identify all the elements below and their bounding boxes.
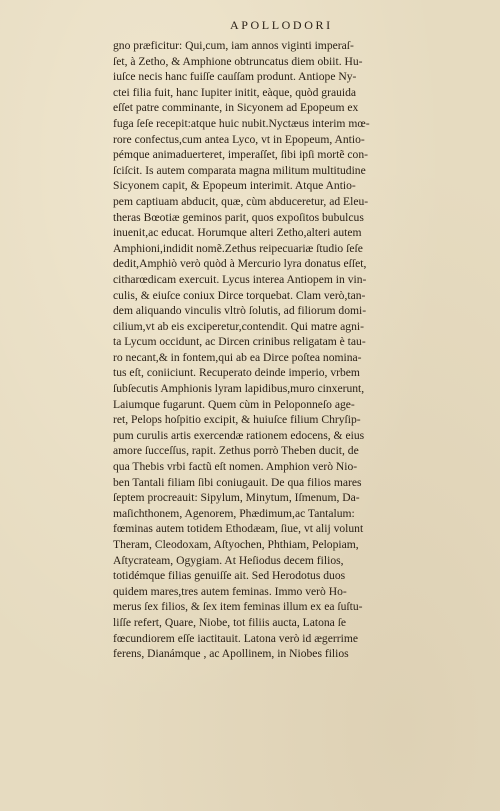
text-line: ferens, Dianámque , ac Apollinem, in Niobes filios — [113, 647, 349, 661]
text-line: theras Bœotiæ geminos parit, quos expoſitos bubulcus — [113, 210, 364, 224]
text-line: ben Tantali filiam ſibi coniugauit. De qua filios mares — [113, 475, 362, 489]
text-line: tus eſt, coniiciunt. Recuperato deinde imperio, vrbem — [113, 366, 360, 380]
body-text — [113, 38, 463, 662]
text-line: pem captiuam abducit, quæ, cùm abduceretur, ad Eleu- — [113, 194, 369, 208]
text-line: liſſe refert, Quare, Niobe, tot filiis aucta, Latona ſe — [113, 615, 347, 629]
text-line: dedit,Amphiò verò quòd à Mercurio lyra donatus eſſet, — [113, 257, 367, 271]
text-line: iuſce necis hanc fuiſſe cauſſam produnt. Antiope Ny- — [113, 70, 357, 84]
text-line: maſichthonem, Agenorem, Phædimum,ac Tantalum: — [113, 506, 355, 520]
text-line: ta Lycum occidunt, ac Dircen crinibus religatam è tau- — [113, 335, 366, 349]
text-line: Aſtycrateam, Ogygiam. At Heſiodus decem filios, — [113, 553, 344, 567]
text-line: Sicyonem capit, & Epopeum interimit. Atque Antio- — [113, 179, 356, 193]
text-line: eſſet patre comminante, in Sicyonem ad Epopeum ex — [113, 101, 359, 115]
text-line: Laiumque fugarunt. Quem cùm in Peloponneſo age- — [113, 397, 355, 411]
text-line: ro necant,& in fontem,qui ab ea Dirce poſtea nomina- — [113, 350, 362, 364]
text-line: merus ſex filios, & ſex item feminas illum ex ea ſuſtu- — [113, 600, 363, 614]
text-line: ſciſcit. Is autem comparata magna militum multitudine — [113, 163, 366, 177]
text-line: Amphioni,indidit nomẽ.Zethus reipecuariæ ſtudio ſeſe — [113, 241, 363, 255]
text-line: ſubſecutis Amphionis lyram lapidibus,muro cinxerunt, — [113, 382, 365, 396]
text-line: ret, Pelops hoſpitio excipit, & huiuſce filium Chryſip- — [113, 413, 361, 427]
text-line: dem aliquando vinculis vltrò ſolutis, ad filiorum domi- — [113, 304, 367, 318]
text-line: ſeptem procreauit: Sipylum, Minytum, Iſmenum, Da- — [113, 491, 360, 505]
text-line: quidem mares,tres autem feminas. Immo verò Ho- — [113, 584, 347, 598]
text-line: pémque animaduerteret, imperaſſet, ſibi ipſi mortẽ con- — [113, 148, 368, 162]
text-line: citharœdicam exercuit. Lycus interea Antiopem in vin- — [113, 272, 367, 286]
text-line: rore confectus,cum antea Lyco, vt in Epopeum, Antio- — [113, 132, 365, 146]
text-line: gno præficitur: Qui,cum, iam annos viginti imperaſ- — [113, 39, 354, 52]
text-line: fuga ſeſe recepit:atque huic nubit.Nyctæus interim mœ- — [113, 116, 370, 130]
text-line: inuenit,ac educat. Horumque alteri Zetho,alteri autem — [113, 226, 362, 240]
text-line: ctei filia fuit, hanc Iupiter initit, eàque, quòd grauida — [113, 85, 357, 99]
running-head: APOLLODORI — [230, 18, 333, 32]
text-line: Theram, Cleodoxam, Aſtyochen, Phthiam, Pelopiam, — [113, 538, 359, 551]
text-line: culis, & eiuſce coniux Dirce torquebat. Clam verò,tan- — [113, 288, 366, 302]
text-line: cilium,vt ab eis exciperetur,contendit. Qui matre agni- — [113, 319, 364, 333]
text-line: qua Thebis vrbi factũ eſt nomen. Amphion verò Nio- — [113, 460, 358, 474]
text-line: ſet, à Zetho, & Amphione obtruncatus diem obiit. Hu- — [113, 54, 363, 68]
text-line: totidémque filias genuiſſe ait. Sed Herodotus duos — [113, 569, 346, 583]
text-line: fœcundiorem eſſe iactitauit. Latona verò id ægerrime — [113, 631, 358, 645]
text-line: amore ſucceſſus, rapit. Zethus porrò Theben ducit, de — [113, 444, 359, 458]
text-line: fœminas autem totidem Ethodæam, ſiue, vt alij volunt — [113, 522, 364, 536]
text-line: pum curulis artis exercendæ rationem edocens, & eius — [113, 428, 365, 442]
